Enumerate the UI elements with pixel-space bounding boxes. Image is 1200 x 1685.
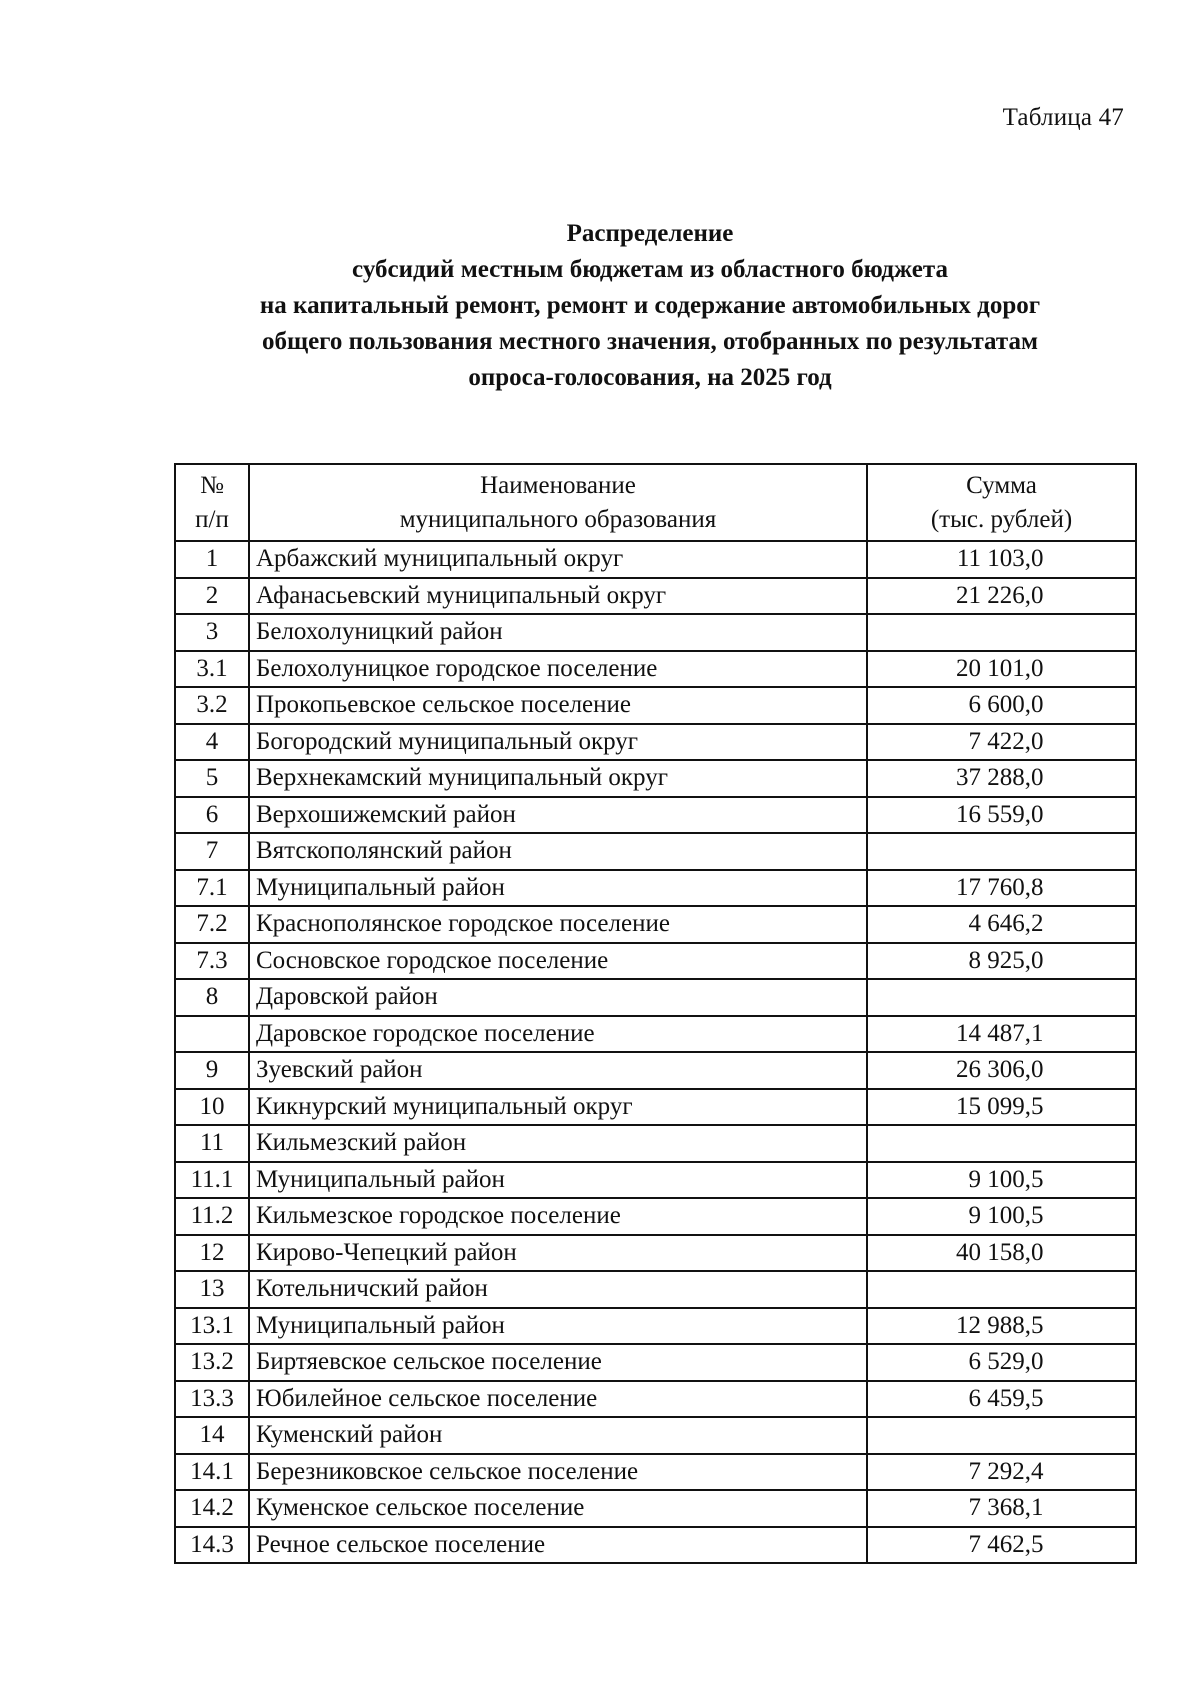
row-sum: 9 100,5 bbox=[968, 1202, 1044, 1230]
table-row bbox=[175, 724, 1136, 761]
row-sum: 11 103,0 bbox=[956, 545, 1044, 573]
row-sum: 4 646,2 bbox=[968, 910, 1044, 938]
table-row bbox=[175, 1016, 1136, 1053]
row-sum-cell bbox=[867, 541, 1136, 578]
row-municipality-name: Котельничский район bbox=[249, 1271, 867, 1308]
row-sum-cell bbox=[867, 1490, 1136, 1527]
row-sum: 37 288,0 bbox=[956, 764, 1044, 792]
row-municipality-name: Березниковское сельское поселение bbox=[249, 1454, 867, 1491]
table-row bbox=[175, 1271, 1136, 1308]
table-row bbox=[175, 1417, 1136, 1454]
row-number: 14 bbox=[175, 1417, 249, 1454]
row-number: 3.2 bbox=[175, 687, 249, 724]
row-sum: 9 100,5 bbox=[968, 1165, 1044, 1193]
row-sum: 7 368,1 bbox=[968, 1494, 1044, 1522]
row-number: 13.1 bbox=[175, 1308, 249, 1345]
table-number: Таблица 47 bbox=[1002, 104, 1124, 131]
header-name-line1: Наименование bbox=[480, 471, 636, 499]
row-number: 11.2 bbox=[175, 1198, 249, 1235]
table-row bbox=[175, 1454, 1136, 1491]
row-sum-cell bbox=[867, 578, 1136, 615]
title-line: опроса-голосования, на 2025 год bbox=[468, 364, 832, 391]
table-body bbox=[175, 541, 1136, 1563]
row-sum-cell bbox=[867, 979, 1136, 1016]
row-number: 2 bbox=[175, 578, 249, 615]
row-number: 10 bbox=[175, 1089, 249, 1126]
row-municipality-name: Белохолуницкий район bbox=[249, 614, 867, 651]
row-number: 7.2 bbox=[175, 906, 249, 943]
row-sum: 8 925,0 bbox=[968, 946, 1044, 974]
row-municipality-name: Даровской район bbox=[249, 979, 867, 1016]
row-number: 4 bbox=[175, 724, 249, 761]
row-number: 11 bbox=[175, 1125, 249, 1162]
header-sum-line2: (тыс. рублей) bbox=[930, 505, 1073, 533]
row-municipality-name: Арбажский муниципальный округ bbox=[249, 541, 867, 578]
row-municipality-name: Юбилейное сельское поселение bbox=[249, 1381, 867, 1418]
table-header-row bbox=[175, 464, 1136, 541]
table-row bbox=[175, 1527, 1136, 1564]
table-row bbox=[175, 687, 1136, 724]
row-municipality-name: Верхошижемский район bbox=[249, 797, 867, 834]
row-sum: 40 158,0 bbox=[956, 1238, 1044, 1266]
row-municipality-name: Кильмезский район bbox=[249, 1125, 867, 1162]
row-municipality-name: Афанасьевский муниципальный округ bbox=[249, 578, 867, 615]
row-sum: 6 529,0 bbox=[968, 1348, 1044, 1376]
row-sum: 7 292,4 bbox=[968, 1457, 1044, 1485]
row-sum: 7 462,5 bbox=[968, 1530, 1044, 1558]
row-sum-cell bbox=[867, 833, 1136, 870]
row-sum: 26 306,0 bbox=[956, 1056, 1044, 1084]
title-line: общего пользования местного значения, отобранных по результатам bbox=[261, 328, 1039, 355]
table-row bbox=[175, 1235, 1136, 1272]
row-number: 3 bbox=[175, 614, 249, 651]
row-sum: 12 988,5 bbox=[956, 1311, 1044, 1339]
row-sum-cell bbox=[867, 906, 1136, 943]
row-sum-cell bbox=[867, 1052, 1136, 1089]
row-municipality-name: Кильмезское городское поселение bbox=[249, 1198, 867, 1235]
row-number: 7 bbox=[175, 833, 249, 870]
row-municipality-name: Куменский район bbox=[249, 1417, 867, 1454]
row-sum-cell bbox=[867, 1344, 1136, 1381]
row-sum-cell bbox=[867, 724, 1136, 761]
row-number: 9 bbox=[175, 1052, 249, 1089]
header-name-line2: муниципального образования bbox=[399, 505, 717, 533]
document-title bbox=[150, 216, 1150, 396]
title-line: на капитальный ремонт, ремонт и содержание автомобильных дорог bbox=[259, 292, 1041, 319]
row-sum-cell bbox=[867, 1162, 1136, 1199]
row-municipality-name: Муниципальный район bbox=[249, 1162, 867, 1199]
row-number: 13.2 bbox=[175, 1344, 249, 1381]
table-row bbox=[175, 906, 1136, 943]
row-sum-cell bbox=[867, 1089, 1136, 1126]
header-name bbox=[249, 464, 867, 541]
table-row bbox=[175, 797, 1136, 834]
table-row bbox=[175, 1198, 1136, 1235]
table-row bbox=[175, 760, 1136, 797]
row-sum-cell bbox=[867, 651, 1136, 688]
row-sum-cell bbox=[867, 1125, 1136, 1162]
row-number: 7.3 bbox=[175, 943, 249, 980]
row-municipality-name: Краснополянское городское поселение bbox=[249, 906, 867, 943]
row-sum-cell bbox=[867, 870, 1136, 907]
row-municipality-name: Сосновское городское поселение bbox=[249, 943, 867, 980]
table-row bbox=[175, 1308, 1136, 1345]
table-row bbox=[175, 541, 1136, 578]
table-row bbox=[175, 943, 1136, 980]
row-municipality-name: Вятскополянский район bbox=[249, 833, 867, 870]
row-municipality-name: Зуевский район bbox=[249, 1052, 867, 1089]
row-municipality-name: Муниципальный район bbox=[249, 1308, 867, 1345]
table-row bbox=[175, 578, 1136, 615]
row-municipality-name: Кирово-Чепецкий район bbox=[249, 1235, 867, 1272]
row-sum-cell bbox=[867, 1527, 1136, 1564]
row-municipality-name: Прокопьевское сельское поселение bbox=[249, 687, 867, 724]
row-sum-cell bbox=[867, 1454, 1136, 1491]
table-row bbox=[175, 1381, 1136, 1418]
row-sum: 21 226,0 bbox=[956, 581, 1044, 609]
row-municipality-name: Белохолуницкое городское поселение bbox=[249, 651, 867, 688]
row-sum-cell bbox=[867, 1235, 1136, 1272]
title-line: Распределение bbox=[566, 220, 734, 247]
row-sum-cell bbox=[867, 1308, 1136, 1345]
row-sum: 7 422,0 bbox=[968, 727, 1044, 755]
table-row bbox=[175, 833, 1136, 870]
row-number: 13.3 bbox=[175, 1381, 249, 1418]
row-municipality-name: Верхнекамский муниципальный округ bbox=[249, 760, 867, 797]
row-number: 3.1 bbox=[175, 651, 249, 688]
row-sum-cell bbox=[867, 1417, 1136, 1454]
row-sum: 20 101,0 bbox=[956, 654, 1044, 682]
table-row bbox=[175, 979, 1136, 1016]
header-number-line1: № bbox=[200, 471, 224, 499]
row-number: 14.3 bbox=[175, 1527, 249, 1564]
row-number: 1 bbox=[175, 541, 249, 578]
row-municipality-name: Биртяевское сельское поселение bbox=[249, 1344, 867, 1381]
table-row bbox=[175, 870, 1136, 907]
title-line: субсидий местным бюджетам из областного бюджета bbox=[352, 256, 948, 283]
row-sum-cell bbox=[867, 943, 1136, 980]
row-number: 12 bbox=[175, 1235, 249, 1272]
row-sum-cell bbox=[867, 1016, 1136, 1053]
row-municipality-name: Муниципальный район bbox=[249, 870, 867, 907]
table-row bbox=[175, 1162, 1136, 1199]
header-number bbox=[175, 464, 249, 541]
table-row bbox=[175, 651, 1136, 688]
row-municipality-name: Даровское городское поселение bbox=[249, 1016, 867, 1053]
row-number: 6 bbox=[175, 797, 249, 834]
table-row bbox=[175, 1089, 1136, 1126]
row-sum-cell bbox=[867, 614, 1136, 651]
table-row bbox=[175, 1344, 1136, 1381]
row-sum-cell bbox=[867, 1271, 1136, 1308]
row-sum-cell bbox=[867, 687, 1136, 724]
row-sum-cell bbox=[867, 1381, 1136, 1418]
row-number: 7.1 bbox=[175, 870, 249, 907]
row-number bbox=[175, 1016, 249, 1053]
row-sum-cell bbox=[867, 1198, 1136, 1235]
row-municipality-name: Куменское сельское поселение bbox=[249, 1490, 867, 1527]
row-sum: 6 600,0 bbox=[968, 691, 1044, 719]
row-sum-cell bbox=[867, 797, 1136, 834]
table-row bbox=[175, 1125, 1136, 1162]
subsidy-table bbox=[174, 463, 1137, 1564]
row-sum-cell bbox=[867, 760, 1136, 797]
row-municipality-name: Кикнурский муниципальный округ bbox=[249, 1089, 867, 1126]
row-number: 5 bbox=[175, 760, 249, 797]
row-number: 14.1 bbox=[175, 1454, 249, 1491]
row-sum: 6 459,5 bbox=[968, 1384, 1044, 1412]
header-number-line2: п/п bbox=[195, 505, 229, 533]
table-row bbox=[175, 614, 1136, 651]
row-sum: 14 487,1 bbox=[956, 1019, 1044, 1047]
header-sum-line1: Сумма bbox=[966, 471, 1037, 499]
row-number: 8 bbox=[175, 979, 249, 1016]
table-row bbox=[175, 1490, 1136, 1527]
row-municipality-name: Богородский муниципальный округ bbox=[249, 724, 867, 761]
table-row bbox=[175, 1052, 1136, 1089]
row-sum: 15 099,5 bbox=[956, 1092, 1044, 1120]
row-sum: 16 559,0 bbox=[956, 800, 1044, 828]
row-sum: 17 760,8 bbox=[956, 873, 1044, 901]
header-sum bbox=[867, 464, 1136, 541]
row-number: 11.1 bbox=[175, 1162, 249, 1199]
row-municipality-name: Речное сельское поселение bbox=[249, 1527, 867, 1564]
row-number: 14.2 bbox=[175, 1490, 249, 1527]
row-number: 13 bbox=[175, 1271, 249, 1308]
